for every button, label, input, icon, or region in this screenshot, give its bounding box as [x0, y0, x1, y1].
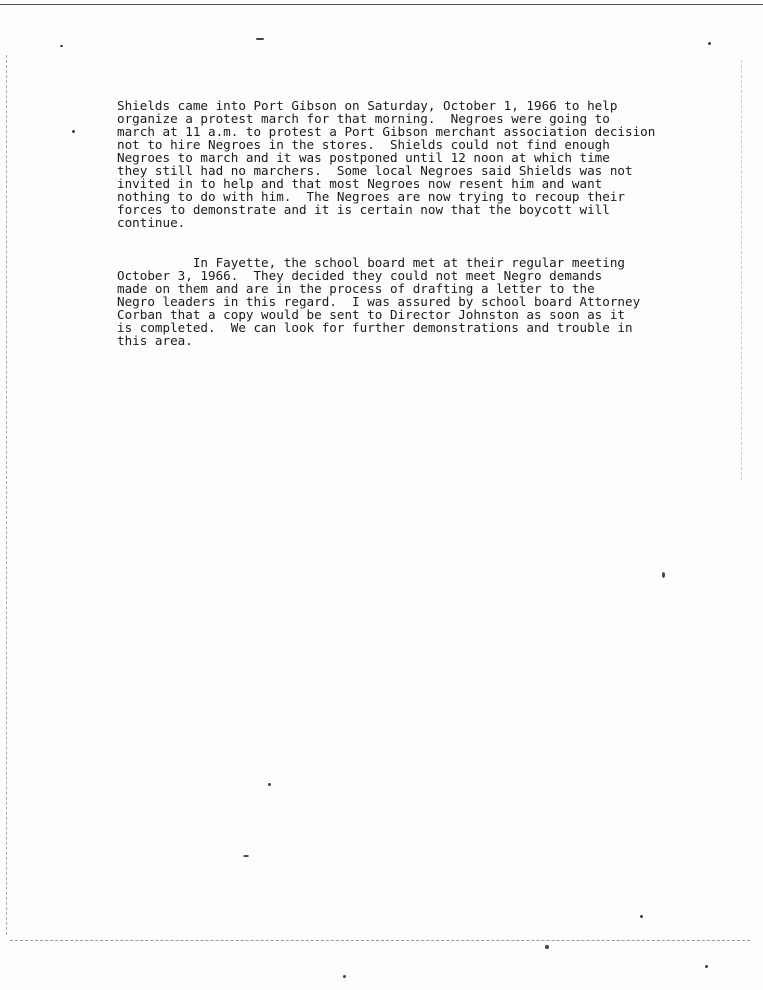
scan-speck [640, 915, 643, 918]
scan-speck [243, 855, 249, 857]
scan-speck [72, 130, 75, 133]
scan-speck [343, 975, 346, 978]
page-top-edge [0, 4, 763, 5]
scan-speck [545, 945, 549, 949]
scan-speck [60, 45, 63, 47]
page-bottom-edge [10, 940, 750, 941]
scan-speck [708, 42, 711, 45]
scan-speck [268, 783, 271, 786]
page-right-edge [741, 60, 742, 480]
scan-speck [662, 572, 665, 578]
scan-speck [705, 965, 708, 968]
paragraph-port-gibson: Shields came into Port Gibson on Saturday, October 1, 1966 to help organize a protest march for that morning. Negroes were going to march at 11 a.m. to protest a Port Gibson merchant association decision not to hire Negroes in the stores. Shields could not find enough Negroes to march and it was postponed until 12 noon at which time they still had no marchers. Some local Negroes said Shields was not invited in to help and that most Negroes now resent him and want nothing to do with him. The Negroes are now trying to recoup their forces to demonstrate and it is certain now that the boycott will continue. [117, 98, 656, 230]
page-left-edge [6, 55, 7, 935]
scan-speck [256, 38, 264, 40]
paragraph-fayette: In Fayette, the school board met at their regular meeting October 3, 1966. They decided they could not meet Negro demands made on them and are in the process of drafting a letter to the Negro leaders in this regard. I was assured by school board Attorney Corban that a copy would be sent to Director Johnston as soon as it is completed. We can look for further demonstrations and trouble in this area. [117, 255, 641, 348]
